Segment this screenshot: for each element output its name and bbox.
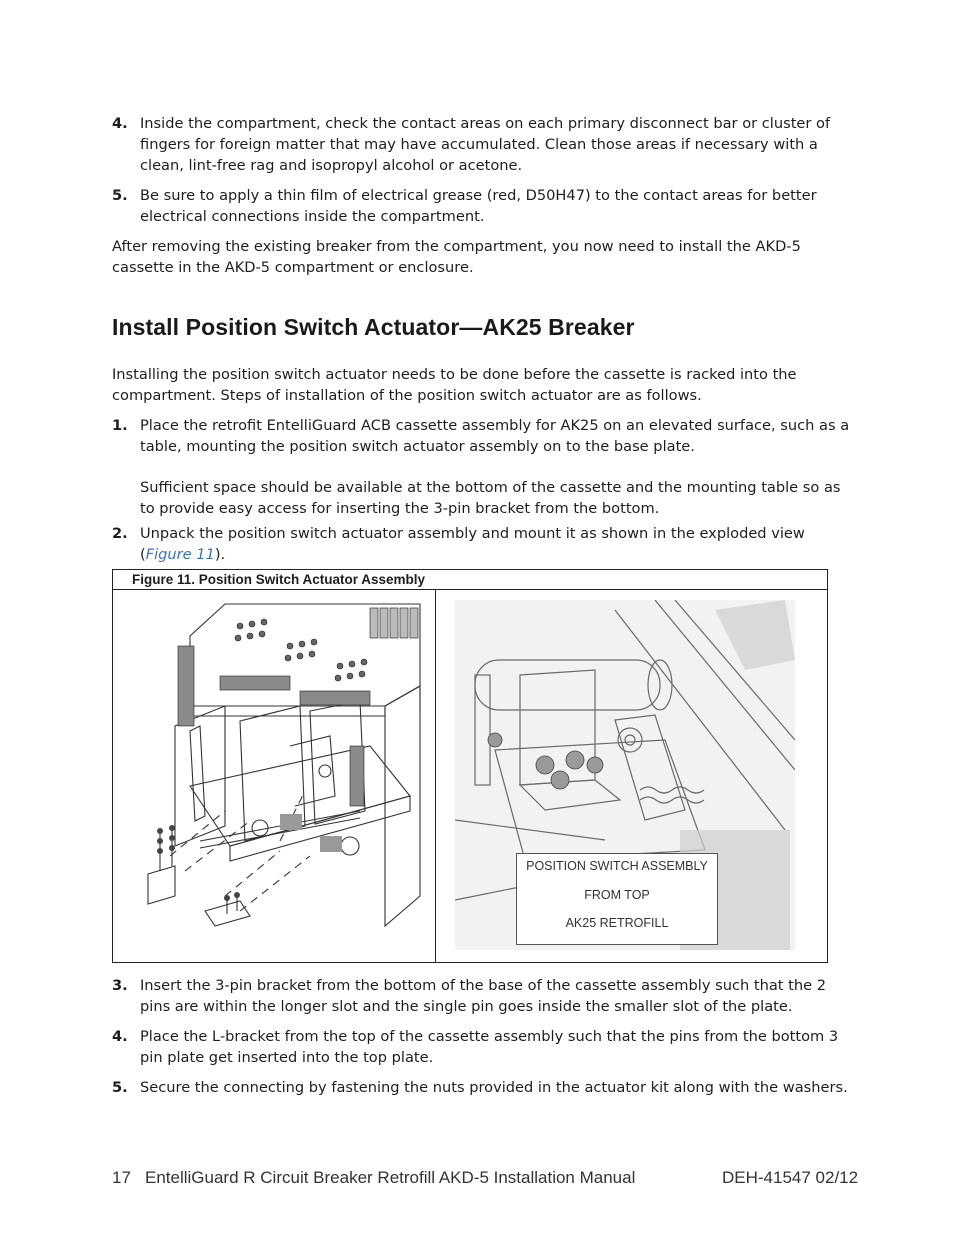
step-text bbox=[140, 523, 820, 565]
step-number: 3. bbox=[112, 977, 128, 994]
step-text-part: Unpack the position switch actuator assembly and mount it as shown in the exploded view ( bbox=[140, 525, 805, 563]
photo-label-line: AK25 RETROFILL bbox=[565, 916, 669, 930]
step-text: Place the L-bracket from the top of the cassette assembly such that the pins from the bottom 3 pin plate get inserted into the top plate. bbox=[140, 1028, 839, 1066]
body-paragraph: After removing the existing breaker from the compartment, you now need to install the AKD-5 cassette in the AKD-5 compartment or enclosure. bbox=[112, 238, 801, 276]
step-text-part: ). bbox=[214, 546, 226, 563]
exploded-view-drawing bbox=[130, 596, 430, 946]
footer-title: EntelliGuard R Circuit Breaker Retrofill AKD-5 Installation Manual bbox=[145, 1168, 636, 1187]
figure-divider bbox=[435, 590, 436, 963]
step-note: Sufficient space should be available at the bottom of the cassette and the mounting table so as to provide easy access for inserting the 3-pin bracket from the bottom. bbox=[140, 479, 841, 517]
photo-label-line: FROM TOP bbox=[584, 888, 650, 902]
step-text: Insert the 3-pin bracket from the bottom of the base of the cassette assembly such that the 2 pins are within the longer slot and the single pin goes inside the smaller slot of the plate. bbox=[140, 977, 827, 1015]
section-title: Install Position Switch Actuator—AK25 Breaker bbox=[112, 314, 635, 340]
list-number: 5. bbox=[112, 187, 128, 204]
page-number: 17 bbox=[112, 1168, 131, 1187]
document-id: DEH-41547 02/12 bbox=[722, 1168, 859, 1187]
figure-caption: Figure 11. Position Switch Actuator Assembly bbox=[113, 570, 827, 590]
step-number: 1. bbox=[112, 417, 128, 434]
photo-label-line: POSITION SWITCH ASSEMBLY bbox=[526, 859, 708, 873]
list-item-text: Be sure to apply a thin film of electrical grease (red, D50H47) to the contact areas for better electrical connections inside the compartment. bbox=[140, 187, 817, 225]
list-number: 4. bbox=[112, 115, 128, 132]
step-number: 4. bbox=[112, 1028, 128, 1045]
intro-paragraph: Installing the position switch actuator needs to be done before the cassette is racked into the compartment. Steps of installation of the position switch actuator are as follows. bbox=[112, 366, 797, 404]
step-text: Place the retrofit EntelliGuard ACB cassette assembly for AK25 on an elevated surface, such as a table, mounting the position switch actuator assembly on to the base plate. bbox=[140, 417, 850, 455]
photo-label bbox=[516, 853, 718, 945]
step-text: Secure the connecting by fastening the nuts provided in the actuator kit along with the washers. bbox=[140, 1079, 848, 1096]
step-number: 2. bbox=[112, 525, 128, 542]
figure-link[interactable]: Figure 11 bbox=[145, 546, 215, 563]
step-number: 5. bbox=[112, 1079, 128, 1096]
list-item-text: Inside the compartment, check the contact areas on each primary disconnect bar or cluster of fingers for foreign matter that may have accumulated. Clean those areas if necessary with a clean, lint-free rag and isopropyl alcohol or acetone. bbox=[140, 115, 831, 174]
